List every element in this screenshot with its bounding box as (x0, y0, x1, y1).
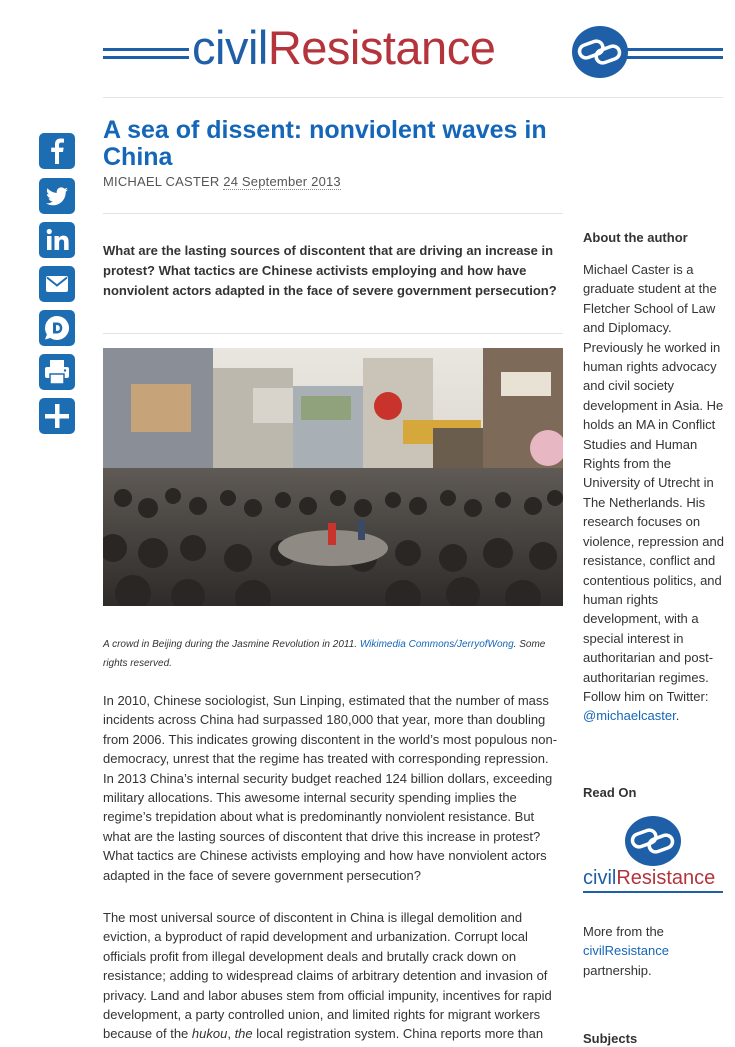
caption-source-link[interactable]: Wikimedia Commons/JerryofWong (359, 639, 514, 650)
read-on-logo[interactable] (583, 815, 725, 895)
article-paragraph-1: In 2010, Chinese sociologist, Sun Linping, estimated that the number of mass incidents across China had surpassed 180,000 that year, more than doubling from 2006. This indicates growing discontent in the world’s most populous non-democracy, unrest that the regime has treated with corresponding repression. In 2013 China’s internal security budget reached 124 billion dollars, exceeding military allocations. This awesome internal security spending implies the regime’s trepidation about what is predominantly nonviolent resistance. But what are the lasting sources of discontent that drive this increase in protest? What tactics are Chinese activists employing and how have nonviolent actors adapted in the face of severe government persecution? (103, 693, 558, 883)
email-share-button[interactable] (39, 266, 75, 302)
print-icon (39, 354, 75, 390)
disqus-icon (39, 310, 75, 346)
logo-line-left-top (103, 48, 189, 51)
disqus-share-button[interactable] (39, 310, 75, 346)
crowd-photo-illustration (103, 348, 563, 606)
read-on-heading: Read On (583, 785, 637, 800)
byline-divider (103, 213, 563, 214)
article-photo (103, 348, 563, 606)
twitter-icon (39, 178, 75, 214)
logo-line-left-bottom (103, 56, 189, 59)
article-title: A sea of dissent: nonviolent waves in China (103, 116, 547, 171)
photo-caption: A crowd in Beijing during the Jasmine Revolution in 2011. Wikimedia Commons/JerryofWong. Some rights reserved. (103, 639, 546, 669)
chain-link-icon (571, 25, 629, 79)
print-share-button[interactable] (39, 354, 75, 390)
author-link[interactable]: MICHAEL CASTER (103, 174, 220, 189)
facebook-icon (39, 133, 75, 169)
lead-divider (103, 333, 563, 334)
linkedin-icon (39, 222, 75, 258)
more-share-button[interactable] (39, 398, 75, 434)
twitter-handle-link[interactable]: @michaelcaster (583, 708, 676, 724)
facebook-share-button[interactable] (39, 133, 75, 169)
header-divider (103, 97, 723, 98)
article-lead: What are the lasting sources of discontent that are driving an increase in protest? What tactics are Chinese activists employing and how have nonviolent actors adapted in the face of severe government persecution? (103, 243, 557, 298)
logo-wordmark: civilResistance (192, 21, 496, 74)
linkedin-share-button[interactable] (39, 222, 75, 258)
twitter-share-button[interactable] (39, 178, 75, 214)
chain-link-icon (624, 815, 682, 867)
publish-date: 24 September 2013 (223, 174, 341, 189)
plus-icon (39, 398, 75, 434)
article-paragraph-2: The most universal source of discontent in China is illegal demolition and eviction, a byproduct of rapid development and urbanization. Corrupt local officials profit from illegal development deals and brutally crack down on resistance; adding to widespread claims of arbitrary detention and invasion of privacy. Land and labor abuses stem from official impunity, incentives for rapid development, a party controlled union, and limited rights for migrant workers because of the hukou, the local registration system. China reports more than (103, 910, 552, 1042)
logo-line-right-bottom (627, 56, 723, 59)
logo-line-right-top (627, 48, 723, 51)
byline (103, 174, 341, 189)
read-on-logo-underline (583, 891, 723, 893)
subjects-heading: Subjects (583, 1031, 638, 1046)
about-author-text: Michael Caster is a graduate student at the Fletcher School of Law and Diplomacy. Previously he worked in human rights advocacy and civil society development in Asia. He holds an MA in Conflict Studies and Human Rights from the University of Utrecht in The Netherlands. His research focuses on violence, repression and resistance, conflict and contentious politics, and human rights development, with a special interest in authoritarian and post-authoritarian regimes. Follow him on Twitter: @michaelcaster. (583, 262, 724, 724)
about-author-heading: About the author (583, 230, 688, 245)
partnership-link[interactable]: civilResistance (583, 943, 669, 959)
read-on-text: More from the civilResistance partnership. (583, 924, 669, 978)
read-on-logo-wordmark: civilResistance (583, 867, 716, 889)
email-icon (39, 266, 75, 302)
